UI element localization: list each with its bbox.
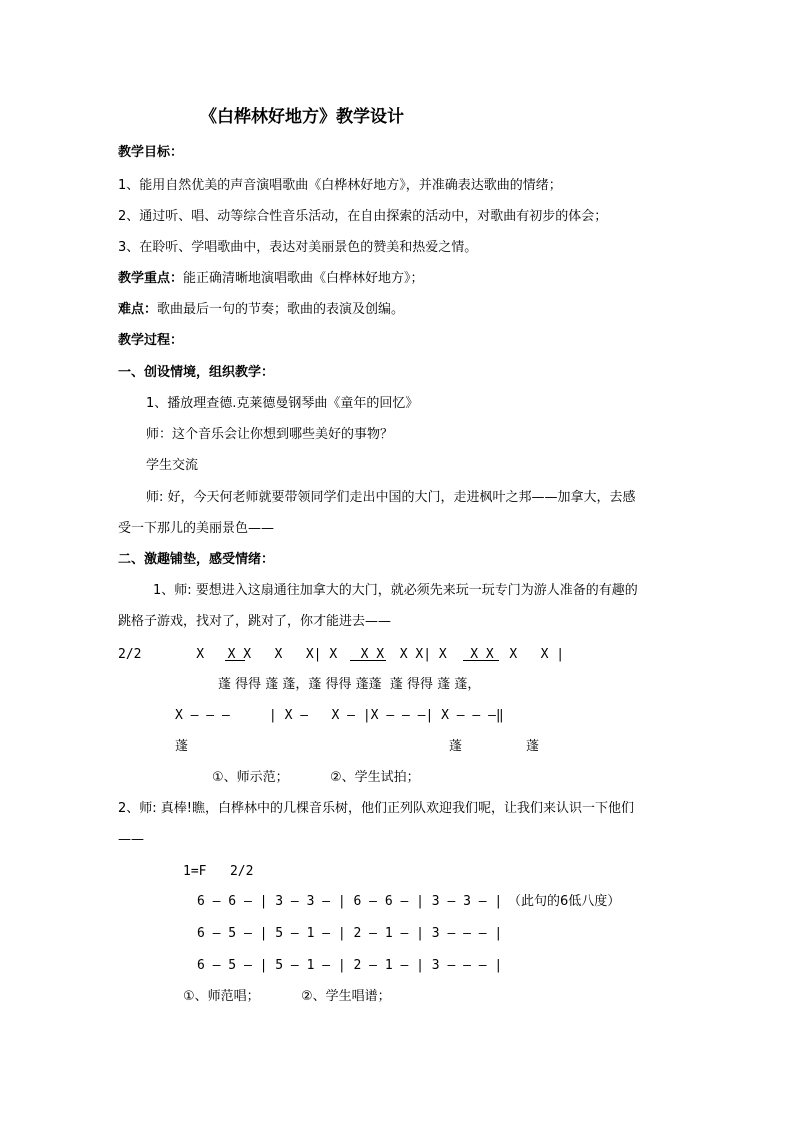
key-point-label: 教学重点： [118, 271, 184, 286]
item2-line-2: —— [118, 832, 144, 847]
section1-line-1: 1、播放理查德.克莱德曼钢琴曲《童年的回忆》 [146, 396, 419, 411]
key-point-text: 能正确清晰地演唱歌曲《白桦林好地方》； [183, 271, 424, 286]
score-key: 1=F 2/2 [183, 864, 254, 879]
rhythm-steps: ①、师示范； ②、学生试拍； [212, 770, 420, 785]
section2-intro-1: 1、师: 要想进入这扇通往加拿大的大门，就必须先来玩一玩专门为游人准备的有趣的 [153, 583, 638, 598]
section1-heading: 一、创设情境，组织教学： [118, 365, 275, 380]
section1-line-4: 师: 好，今天何老师就要带领同学们走出中国的大门，走进枫叶之邦——加拿大，去感 [146, 490, 636, 505]
beam-underline [225, 660, 245, 661]
rhythm-words-1: 蓬 得得 蓬 蓬，蓬 得得 蓬蓬 蓬 得得 蓬 蓬， [218, 677, 481, 692]
section1-line-5: 受一下那儿的美丽景色—— [118, 521, 275, 536]
beam-underline [350, 660, 386, 661]
score-row-1: 6 — 6 — | 3 — 3 — | 6 — 6 — | 3 — 3 — | [197, 894, 503, 909]
score-row-3: 6 — 5 — | 5 — 1 — | 2 — 1 — | 3 — — — | [197, 958, 503, 973]
difficulty [118, 302, 404, 318]
score-note: （此句的6低八度） [508, 894, 621, 909]
rhythm-line-1: 2/2 X X X X X| X X X X X| X X X X X | [118, 647, 565, 662]
beam-underline [463, 660, 499, 661]
difficulty-label: 难点： [118, 302, 158, 317]
rhythm-word: 蓬 [175, 739, 189, 754]
score-row-2: 6 — 5 — | 5 — 1 — | 2 — 1 — | 3 — — — | [197, 926, 503, 941]
rhythm-word: 蓬 [526, 739, 540, 754]
process-heading: 教学过程： [118, 333, 184, 348]
objective-3: 3、在聆听、学唱歌曲中，表达对美丽景色的赞美和热爱之情。 [118, 240, 478, 255]
document-title: 《白桦林好地方》教学设计 [200, 107, 404, 127]
difficulty-text: 歌曲最后一句的节奏；歌曲的表演及创编。 [157, 302, 405, 317]
section1-line-3: 学生交流 [146, 458, 199, 473]
item2-line-1: 2、师: 真棒!瞧，白桦林中的几棵音乐树，他们正列队欢迎我们呢，让我们来认识一下他们 [118, 801, 634, 816]
section2-heading: 二、激趣铺垫，感受情绪： [118, 552, 275, 567]
rhythm-line-2: X — — — | X — X — |X — — —| X — — —‖ [175, 708, 504, 723]
objective-2: 2、通过听、唱、动等综合性音乐活动，在自由探索的活动中，对歌曲有初步的体会； [118, 209, 608, 224]
key-point [118, 271, 424, 287]
objectives-heading: 教学目标： [118, 145, 184, 160]
score-steps: ①、师范唱； ②、学生唱谱； [183, 989, 391, 1004]
section1-line-2: 师：这个音乐会让你想到哪些美好的事物？ [146, 427, 394, 442]
objective-1: 1、能用自然优美的声音演唱歌曲《白桦林好地方》，并准确表达歌曲的情绪； [118, 178, 562, 193]
rhythm-word: 蓬 [449, 739, 463, 754]
section2-intro-2: 跳格子游戏，找对了，跳对了，你才能进去—— [118, 614, 392, 629]
